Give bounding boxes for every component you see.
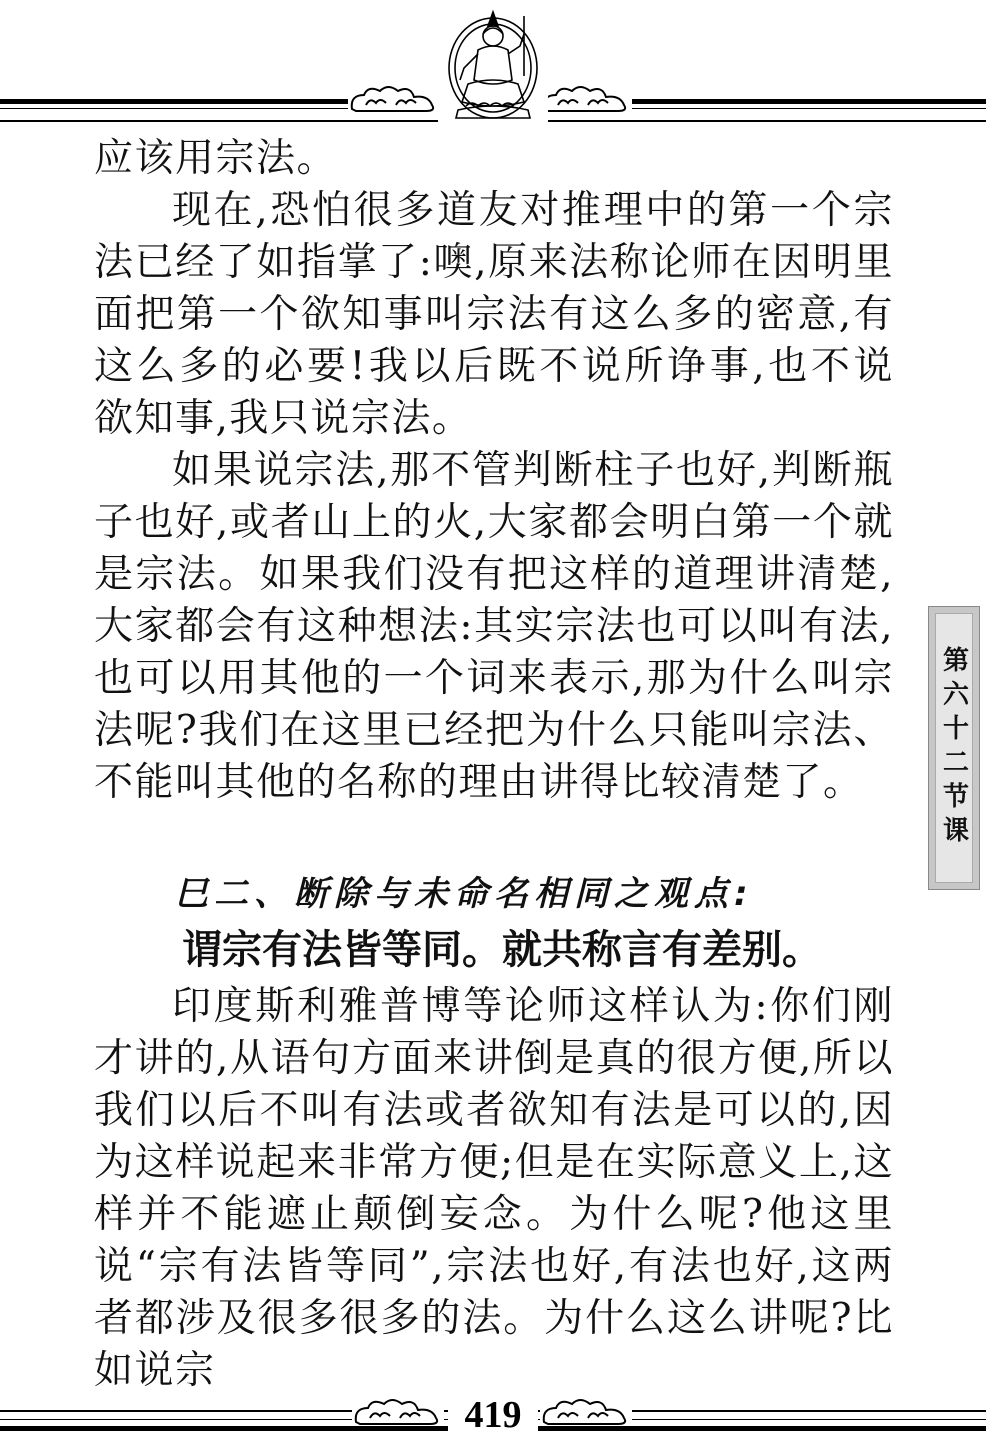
chapter-side-tab <box>928 606 980 890</box>
paragraph: 应该用宗法。 <box>94 136 338 181</box>
section-heading: 巳二、断除与未命名相同之观点: <box>174 874 754 914</box>
root-verse: 谓宗有法皆等同。就共称言有差别。 <box>182 927 822 973</box>
page-body <box>94 133 894 1397</box>
page-number: 419 <box>464 1394 522 1436</box>
deity-figure-icon <box>438 6 548 122</box>
cloud-ornament-icon <box>540 1396 632 1426</box>
chapter-side-tab-inner <box>935 613 973 883</box>
cloud-ornament-icon <box>352 1396 444 1426</box>
chapter-label: 第六十二节课 <box>938 646 969 850</box>
paragraph: 如果说宗法,那不管判断柱子也好,判断瓶子也好,或者山上的火,大家都会明白第一个就是宗法。如果我们没有把这样的道理讲清楚,大家都会有这种想法:其实宗法也可以叫有法,也可以用其他的一个词来表示,那为什么叫宗法呢?我们在这里已经把为什么只能叫宗法、不能叫其他的名称的理由讲得比较清楚了。 <box>94 448 894 805</box>
cloud-ornament-icon <box>540 83 632 113</box>
cloud-ornament-icon <box>348 83 440 113</box>
paragraph: 印度斯利雅普博等论师这样认为:你们刚才讲的,从语句方面来讲倒是真的很方便,所以我们以后不叫有法或者欲知有法是可以的,因为这样说起来非常方便;但是在实际意义上,这样并不能遮止颠倒妄念。为什么呢?他这里说“宗有法皆等同”,宗法也好,有法也好,这两者都涉及很多很多的法。为什么这么讲呢?比如说宗 <box>94 984 894 1393</box>
paragraph: 现在,恐怕很多道友对推理中的第一个宗法已经了如指掌了:噢,原来法称论师在因明里面把第一个欲知事叫宗法有这么多的密意,有这么多的必要!我以后既不说所诤事,也不说欲知事,我只说宗法。 <box>94 188 894 441</box>
